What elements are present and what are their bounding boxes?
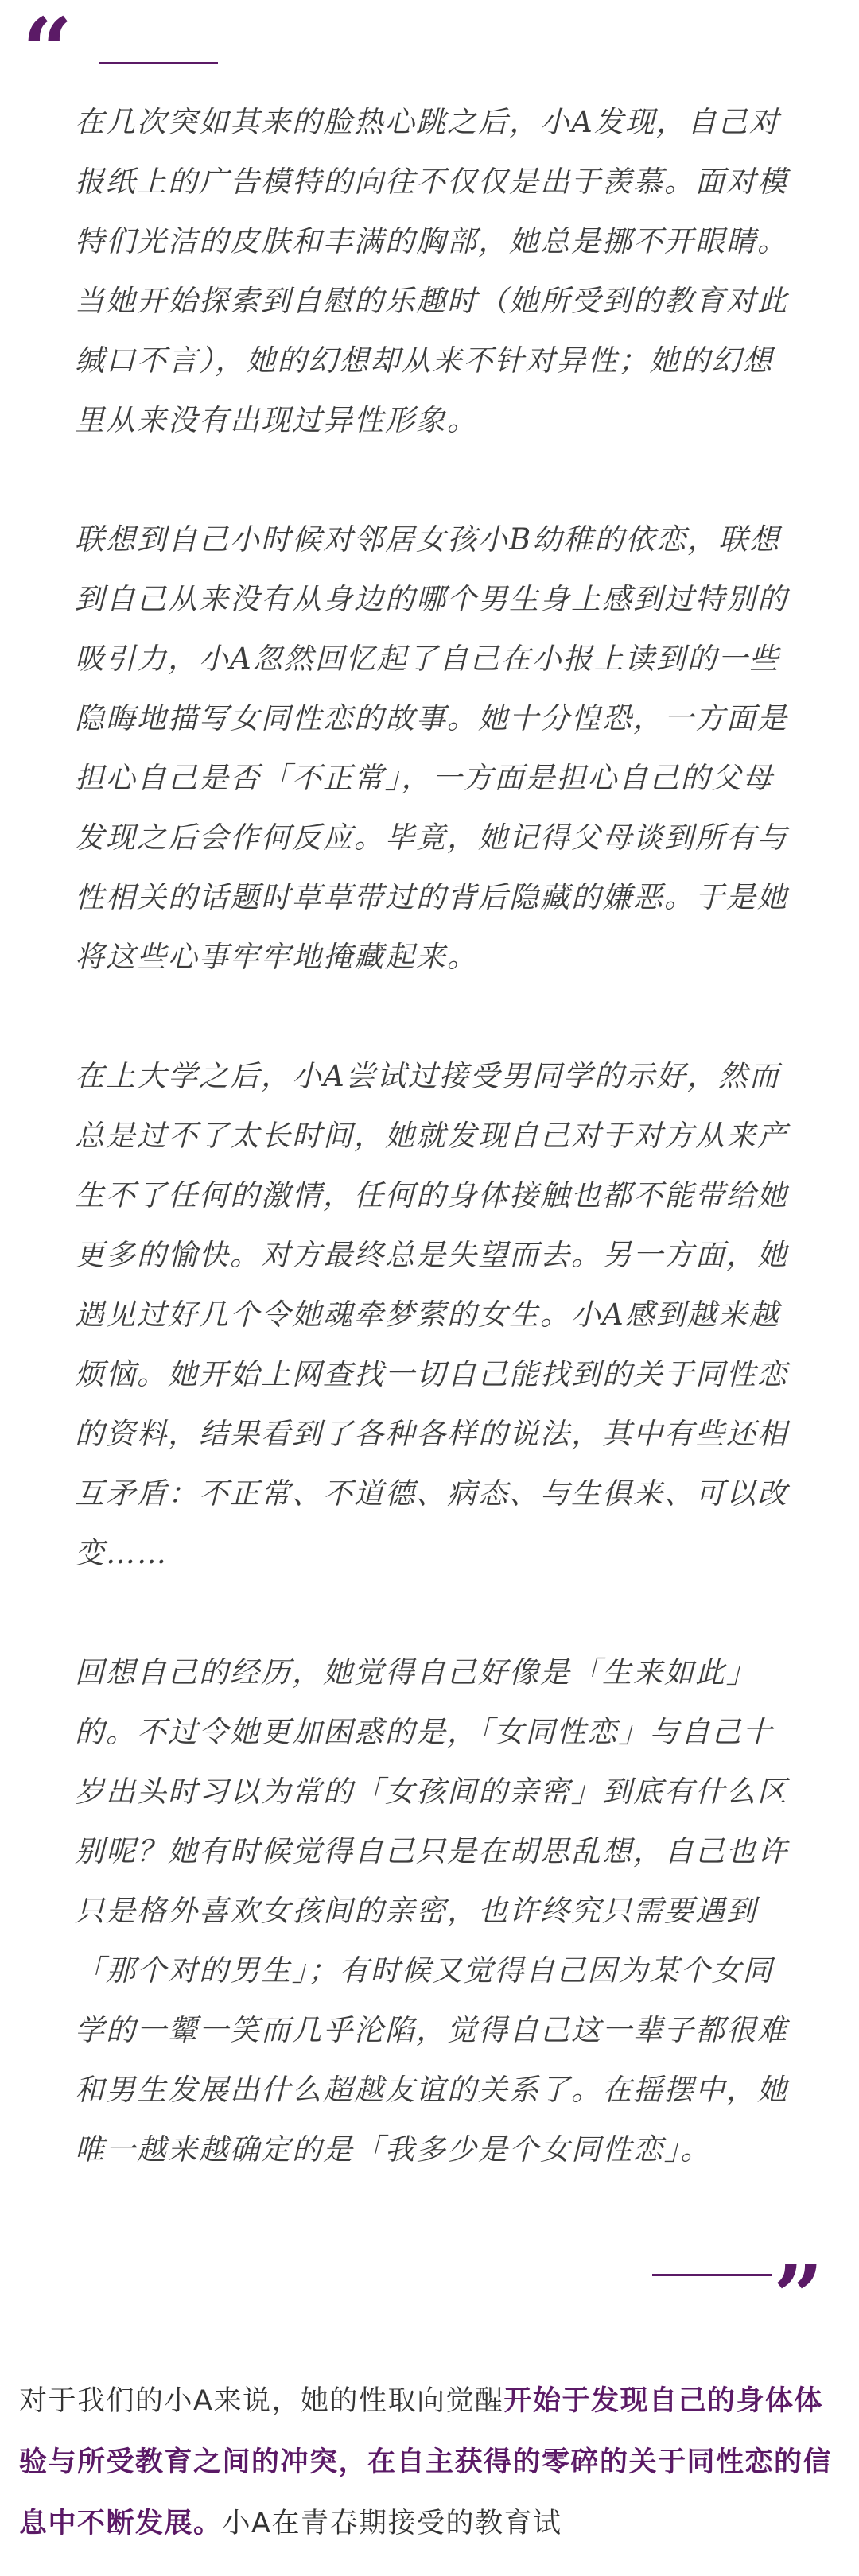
- body-rest-text: 小A在青春期接受的教育试: [222, 2508, 562, 2539]
- closing-quote-decoration: [652, 2245, 843, 2348]
- quote-paragraph: 联想到自己小时候对邻居女孩小B幼稚的依恋，联想到自己从来没有从身边的哪个男生身上感到过特别的吸引力，小A忽然回忆起了自己在小报上读到的一些隐晦地描写女同性恋的故事。她十分惶恐，一方面是担心自己是否「不正常」，一方面是担心自己的父母发现之后会作何反应。毕竟，她记得父母谈到所有与性相关的话题时草草带过的背后隐藏的嫌恶。于是她将这些心事牢牢地掩藏起来。: [75, 522, 788, 974]
- opening-quote-decoration: [22, 0, 213, 101]
- opening-quote-mark: “: [22, 0, 73, 101]
- body-intro-text: 对于我们的小A来说，她的性取向觉醒: [19, 2385, 504, 2417]
- closing-quote-mark: ”: [773, 2245, 824, 2348]
- body-paragraph: [19, 2371, 843, 2555]
- closing-quote-rule: [652, 2274, 772, 2276]
- quote-block: [75, 92, 791, 2239]
- opening-quote-rule: [99, 62, 218, 64]
- quote-paragraph: 在几次突如其来的脸热心跳之后，小A发现，自己对报纸上的广告模特的向往不仅仅是出于羡慕。面对模特们光洁的皮肤和丰满的胸部，她总是挪不开眼睛。当她开始探索到自慰的乐趣时（她所受到的教育对此缄口不言），她的幻想却从来不针对异性；她的幻想里从来没有出现过异性形象。: [75, 105, 788, 437]
- body-highlight-text: 开始于发现自己的身体体验与所受教育之间的冲突，在自主获得的零碎的关于同性恋的信息中不断发展。: [19, 2385, 833, 2539]
- quote-paragraph: 在上大学之后，小A尝试过接受男同学的示好，然而总是过不了太长时间，她就发现自己对于对方从来产生不了任何的激情，任何的身体接触也都不能带给她更多的愉快。对方最终总是失望而去。另一方面，她遇见过好几个令她魂牵梦萦的女生。小A感到越来越烦恼。她开始上网查找一切自己能找到的关于同性恋的资料，结果看到了各种各样的说法，其中有些还相互矛盾：不正常、不道德、病态、与生俱来、可以改变……: [75, 1059, 788, 1570]
- quote-paragraph: 回想自己的经历，她觉得自己好像是「生来如此」的。不过令她更加困惑的是，「女同性恋」与自己十岁出头时习以为常的「女孩间的亲密」到底有什么区别呢？她有时候觉得自己只是在胡思乱想，自己也许只是格外喜欢女孩间的亲密，也许终究只需要遇到「那个对的男生」；有时候又觉得自己因为某个女同学的一颦一笑而几乎沦陷，觉得自己这一辈子都很难和男生发展出什么超越友谊的关系了。在摇摆中，她唯一越来越确定的是「我多少是个女同性恋」。: [75, 1655, 788, 2167]
